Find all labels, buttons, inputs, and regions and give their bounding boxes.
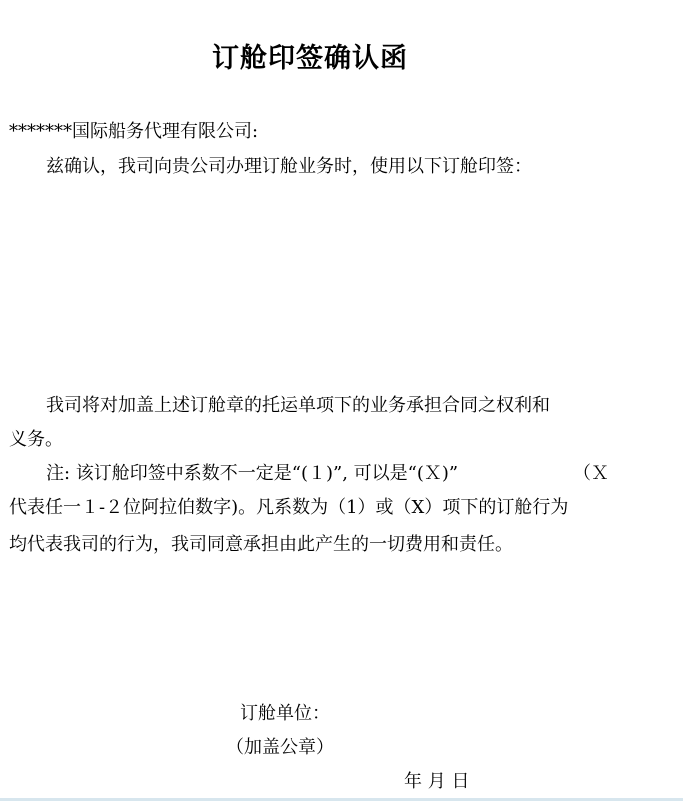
intro-line: 兹确认，我司向贵公司办理订舱业务时，使用以下订舱印签： (46, 156, 532, 177)
note-line-3: 均代表我司的行为，我司同意承担由此产生的一切费用和责任。 (9, 534, 513, 555)
signature-seal-label: （加盖公章） (226, 737, 334, 758)
note-line-1: 注: 该订舱印签中系数不一定是“(１)”, 可以是“(Ｘ)” (46, 463, 459, 484)
document-title: 订舱印签确认函 (212, 43, 408, 74)
addressee-line: *******国际船务代理有限公司: (9, 121, 259, 142)
paragraph-1-line-1: 我司将对加盖上述订舱章的托运单项下的业务承担合同之权利和 (46, 395, 550, 416)
note-line-1-tail: （Ｘ (573, 463, 609, 484)
signature-unit-label: 订舱单位： (240, 703, 330, 724)
note-line-2: 代表任一１-２位阿拉伯数字)。凡系数为（1）或（X）项下的订舱行为 (9, 497, 569, 518)
paragraph-1-line-2: 义务。 (9, 429, 63, 450)
date-line: 年 月 日 (404, 771, 470, 792)
